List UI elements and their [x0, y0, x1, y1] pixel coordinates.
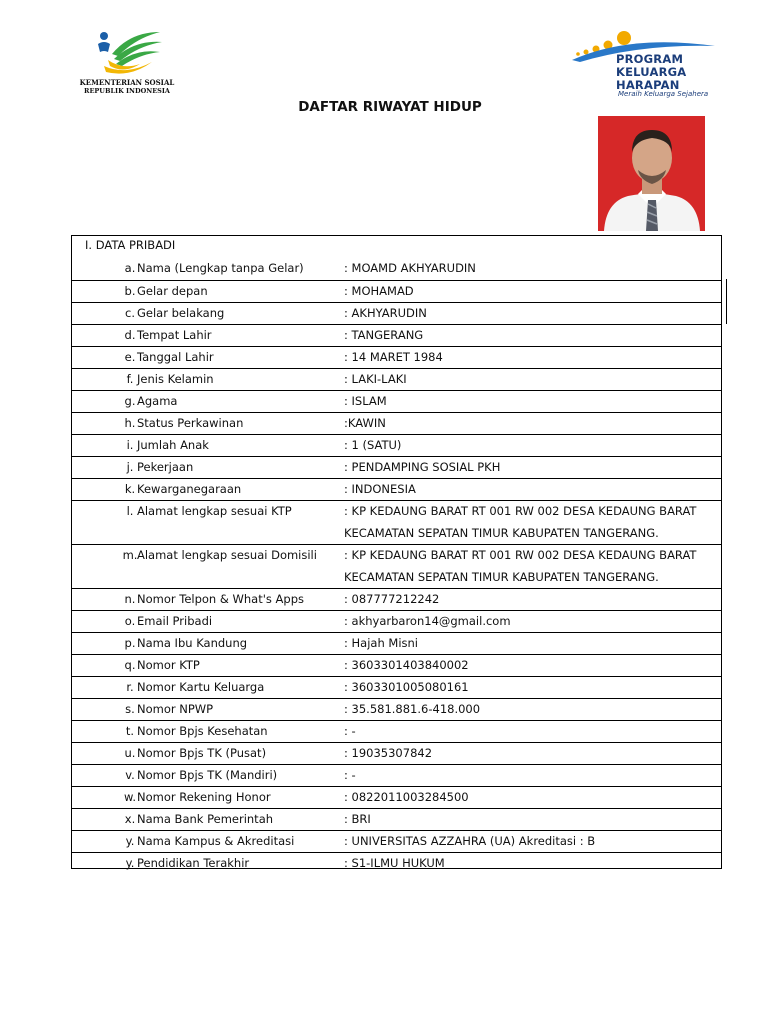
- kemensos-country: REPUBLIK INDONESIA: [84, 87, 170, 95]
- row-value: : MOHAMAD: [344, 284, 414, 298]
- row-letter: y.: [125, 856, 135, 870]
- table-row: [72, 720, 721, 742]
- row-letter: x.: [124, 812, 136, 826]
- row-value: : -: [344, 768, 356, 782]
- table-row: [72, 764, 721, 786]
- row-label: Nomor Bpjs TK (Mandiri): [137, 768, 278, 782]
- row-label: Nama Ibu Kandung: [137, 636, 248, 650]
- row-label: Nomor Bpjs TK (Pusat): [137, 746, 267, 760]
- row-label: Kewarganegaraan: [137, 482, 242, 496]
- row-value: : 14 MARET 1984: [344, 350, 443, 364]
- table-row: [72, 852, 721, 874]
- row-letter: l.: [126, 504, 134, 518]
- row-letter: s.: [125, 702, 135, 716]
- row-label: Tempat Lahir: [137, 328, 212, 342]
- table-row: [72, 830, 721, 852]
- row-letter: p.: [124, 636, 136, 650]
- row-letter: u.: [124, 746, 136, 760]
- kemensos-emblem-icon: [90, 26, 164, 78]
- row-value: : PENDAMPING SOSIAL PKH: [344, 460, 501, 474]
- row-label: Email Pribadi: [137, 614, 213, 628]
- row-label: Nomor NPWP: [137, 702, 214, 716]
- table-row: [72, 698, 721, 720]
- table-row: [72, 456, 721, 478]
- table-row: [72, 588, 721, 610]
- pkh-name-line2: KELUARGA: [616, 65, 687, 79]
- row-value: : 0822011003284500: [344, 790, 469, 804]
- row-value: : ISLAM: [344, 394, 387, 408]
- table-row: [72, 500, 721, 544]
- row-value-continued: KECAMATAN SEPATAN TIMUR KABUPATEN TANGERANG.: [344, 570, 659, 584]
- kemensos-name: KEMENTERIAN SOSIAL: [79, 78, 175, 87]
- row-label: Jumlah Anak: [137, 438, 209, 452]
- row-label: Gelar belakang: [137, 306, 225, 320]
- profile-photo: [598, 116, 705, 231]
- table-row: [72, 610, 721, 632]
- row-label: Nomor Rekening Honor: [137, 790, 271, 804]
- table-row: [72, 742, 721, 764]
- section-title: I. DATA PRIBADI: [85, 238, 176, 252]
- row-letter: h.: [124, 416, 136, 430]
- table-row: [72, 302, 721, 324]
- document-title: DAFTAR RIWAYAT HIDUP: [298, 99, 482, 115]
- row-label: Agama: [137, 394, 178, 408]
- row-value-continued: KECAMATAN SEPATAN TIMUR KABUPATEN TANGERANG.: [344, 526, 659, 540]
- row-label: Pendidikan Terakhir: [137, 856, 250, 870]
- personal-data-table: [71, 235, 722, 869]
- row-value: : AKHYARUDIN: [344, 306, 427, 320]
- row-letter: g.: [124, 394, 136, 408]
- row-letter: j.: [126, 460, 134, 474]
- row-value: : 3603301005080161: [344, 680, 469, 694]
- table-row: [72, 368, 721, 390]
- row-letter: v.: [125, 768, 135, 782]
- row-label: Nomor Bpjs Kesehatan: [137, 724, 268, 738]
- row-value: : Hajah Misni: [344, 636, 419, 650]
- row-value: :KAWIN: [344, 416, 386, 430]
- row-value: : akhyarbaron14@gmail.com: [344, 614, 511, 628]
- row-letter: c.: [125, 306, 135, 320]
- row-value: : -: [344, 724, 356, 738]
- row-label: Nomor Kartu Keluarga: [137, 680, 265, 694]
- row-label: Tanggal Lahir: [137, 350, 214, 364]
- row-letter: d.: [124, 328, 136, 342]
- pkh-tagline: Meraih Keluarga Sejahera: [618, 90, 709, 98]
- row-letter: k.: [124, 482, 136, 496]
- row-letter: f.: [126, 372, 134, 386]
- row-label: Nomor Telpon & What's Apps: [137, 592, 304, 606]
- row-value: : LAKI-LAKI: [344, 372, 407, 386]
- row-letter: b.: [124, 284, 136, 298]
- row-value: : 087777212242: [344, 592, 440, 606]
- pkh-logo: [570, 28, 720, 98]
- row-letter: w.: [123, 790, 136, 804]
- row-letter: m.: [122, 548, 138, 562]
- table-row: [72, 478, 721, 500]
- row-value: : KP KEDAUNG BARAT RT 001 RW 002 DESA KEDAUNG BARAT: [344, 504, 697, 518]
- row-label: Alamat lengkap sesuai Domisili: [137, 548, 317, 562]
- section-header-row: [72, 236, 721, 258]
- row-value: : UNIVERSITAS AZZAHRA (UA) Akreditasi : B: [344, 834, 596, 848]
- kemensos-logo: [72, 26, 182, 98]
- row-letter: y.: [125, 834, 135, 848]
- row-label: Pekerjaan: [137, 460, 194, 474]
- table-row: [72, 654, 721, 676]
- table-row: [72, 786, 721, 808]
- table-row: [72, 632, 721, 654]
- row-letter: q.: [124, 658, 136, 672]
- row-label: Gelar depan: [137, 284, 208, 298]
- row-label: Nama (Lengkap tanpa Gelar): [137, 261, 304, 275]
- pkh-name-line3: HARAPAN: [616, 78, 680, 92]
- row-letter: r.: [126, 680, 134, 694]
- row-label: Jenis Kelamin: [137, 372, 214, 386]
- row-value: : TANGERANG: [344, 328, 424, 342]
- row-label: Nomor KTP: [137, 658, 200, 672]
- row-letter: t.: [125, 724, 135, 738]
- table-row: [72, 544, 721, 588]
- row-letter: i.: [126, 438, 134, 452]
- row-value: : 3603301403840002: [344, 658, 469, 672]
- row-label: Alamat lengkap sesuai KTP: [137, 504, 292, 518]
- row-letter: o.: [124, 614, 136, 628]
- table-row: [72, 676, 721, 698]
- row-value: : 35.581.881.6-418.000: [344, 702, 481, 716]
- table-row: [72, 434, 721, 456]
- table-row: [72, 390, 721, 412]
- table-row: [72, 280, 721, 302]
- pkh-name-line1: PROGRAM: [616, 52, 684, 66]
- row-value: : S1-ILMU HUKUM: [344, 856, 445, 870]
- row-value: : MOAMD AKHYARUDIN: [344, 261, 476, 275]
- row-value: : 19035307842: [344, 746, 433, 760]
- row-label: Status Perkawinan: [137, 416, 244, 430]
- row-value: : 1 (SATU): [344, 438, 402, 452]
- row-letter: e.: [124, 350, 136, 364]
- table-row: [72, 324, 721, 346]
- table-row: [72, 412, 721, 434]
- table-row: [72, 808, 721, 830]
- row-letter: a.: [124, 261, 136, 275]
- row-value: : BRI: [344, 812, 371, 826]
- table-row: [72, 258, 721, 280]
- row-label: Nama Bank Pemerintah: [137, 812, 274, 826]
- row-label: Nama Kampus & Akreditasi: [137, 834, 295, 848]
- row-value: : INDONESIA: [344, 482, 416, 496]
- row-letter: n.: [124, 592, 136, 606]
- table-row: [72, 346, 721, 368]
- row-value: : KP KEDAUNG BARAT RT 001 RW 002 DESA KEDAUNG BARAT: [344, 548, 697, 562]
